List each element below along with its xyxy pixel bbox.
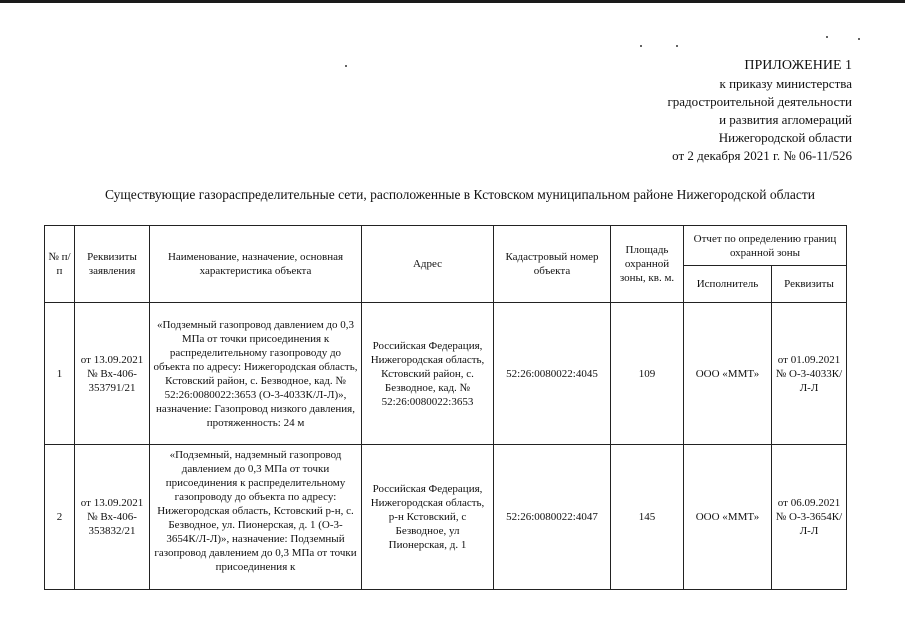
cell-address: Российская Федерация, Нижегородская область, р-н Кстовский, с Безводное, ул Пионерская, д. 1 bbox=[362, 445, 494, 590]
appendix-line: к приказу министерства bbox=[719, 76, 852, 91]
cell-num: 2 bbox=[45, 445, 75, 590]
header-name: Наименование, назначение, основная характеристика объекта bbox=[150, 226, 362, 303]
scan-speck bbox=[345, 65, 347, 67]
header-executor: Исполнитель bbox=[684, 266, 772, 303]
appendix-header bbox=[552, 57, 852, 165]
cell-name: «Подземный, надземный газопровод давлением до 0,3 МПа от точки присоединения к распределительному газопроводу до объекта по адресу: Нижегородская область, Кстовский р-н, с. Безводное, ул. Пионерская, д. 1 (О-3-3654К/Л-Л)», назначение: Подземный газопровод давлением до 0,3 МПа от точки присоединения к bbox=[150, 445, 362, 590]
document-title: Существующие газораспределительные сети, расположенные в Кстовском муниципальном районе Нижегородской области bbox=[104, 187, 816, 202]
header-num: № п/п bbox=[45, 226, 75, 303]
table-header-row bbox=[45, 226, 847, 266]
scan-speck bbox=[640, 45, 642, 47]
cell-address: Российская Федерация, Нижегородская область, Кстовский район, с. Безводное, кад. № 52:26:0080022:3653 bbox=[362, 303, 494, 445]
scan-top-edge bbox=[0, 0, 905, 3]
cell-requisites: от 13.09.2021 № Вх-406-353832/21 bbox=[75, 445, 150, 590]
scan-speck bbox=[676, 45, 678, 47]
cell-name: «Подземный газопровод давлением до 0,3 МПа от точки присоединения к распределительному газопроводу до объекта по адресу: Нижегородская область, Кстовский район, с. Безводное, кад. № 52:26:0080022:3653 (О-3-4033К/Л-Л)», назначение: Газопровод низкого давления, протяженность: 24 м bbox=[150, 303, 362, 445]
appendix-line: Нижегородской области bbox=[718, 130, 852, 145]
header-report: Отчет по определению границ охранной зоны bbox=[684, 226, 847, 266]
cell-num: 1 bbox=[45, 303, 75, 445]
appendix-title: ПРИЛОЖЕНИЕ 1 bbox=[744, 58, 852, 73]
gas-networks-table bbox=[44, 225, 847, 590]
scan-speck bbox=[826, 36, 828, 38]
cell-area: 145 bbox=[611, 445, 684, 590]
appendix-line: и развития агломераций bbox=[719, 112, 852, 127]
cell-area: 109 bbox=[611, 303, 684, 445]
cell-cadastral: 52:26:0080022:4045 bbox=[494, 303, 611, 445]
header-address: Адрес bbox=[362, 226, 494, 303]
cell-cadastral: 52:26:0080022:4047 bbox=[494, 445, 611, 590]
header-requisites: Реквизиты заявления bbox=[75, 226, 150, 303]
cell-executor: ООО «ММТ» bbox=[684, 445, 772, 590]
scan-speck bbox=[858, 38, 860, 40]
header-report-requisites: Реквизиты bbox=[772, 266, 847, 303]
cell-report-requisites: от 06.09.2021 № О-3-3654К/Л-Л bbox=[772, 445, 847, 590]
cell-requisites: от 13.09.2021 № Вх-406-353791/21 bbox=[75, 303, 150, 445]
table-row bbox=[45, 303, 847, 445]
header-cadastral: Кадастровый номер объекта bbox=[494, 226, 611, 303]
appendix-line: градостроительной деятельности bbox=[667, 94, 852, 109]
appendix-line: от 2 декабря 2021 г. № 06-11/526 bbox=[672, 148, 852, 163]
header-area: Площадь охранной зоны, кв. м. bbox=[611, 226, 684, 303]
cell-report-requisites: от 01.09.2021 № О-3-4033К/Л-Л bbox=[772, 303, 847, 445]
table-row bbox=[45, 445, 847, 590]
cell-executor: ООО «ММТ» bbox=[684, 303, 772, 445]
